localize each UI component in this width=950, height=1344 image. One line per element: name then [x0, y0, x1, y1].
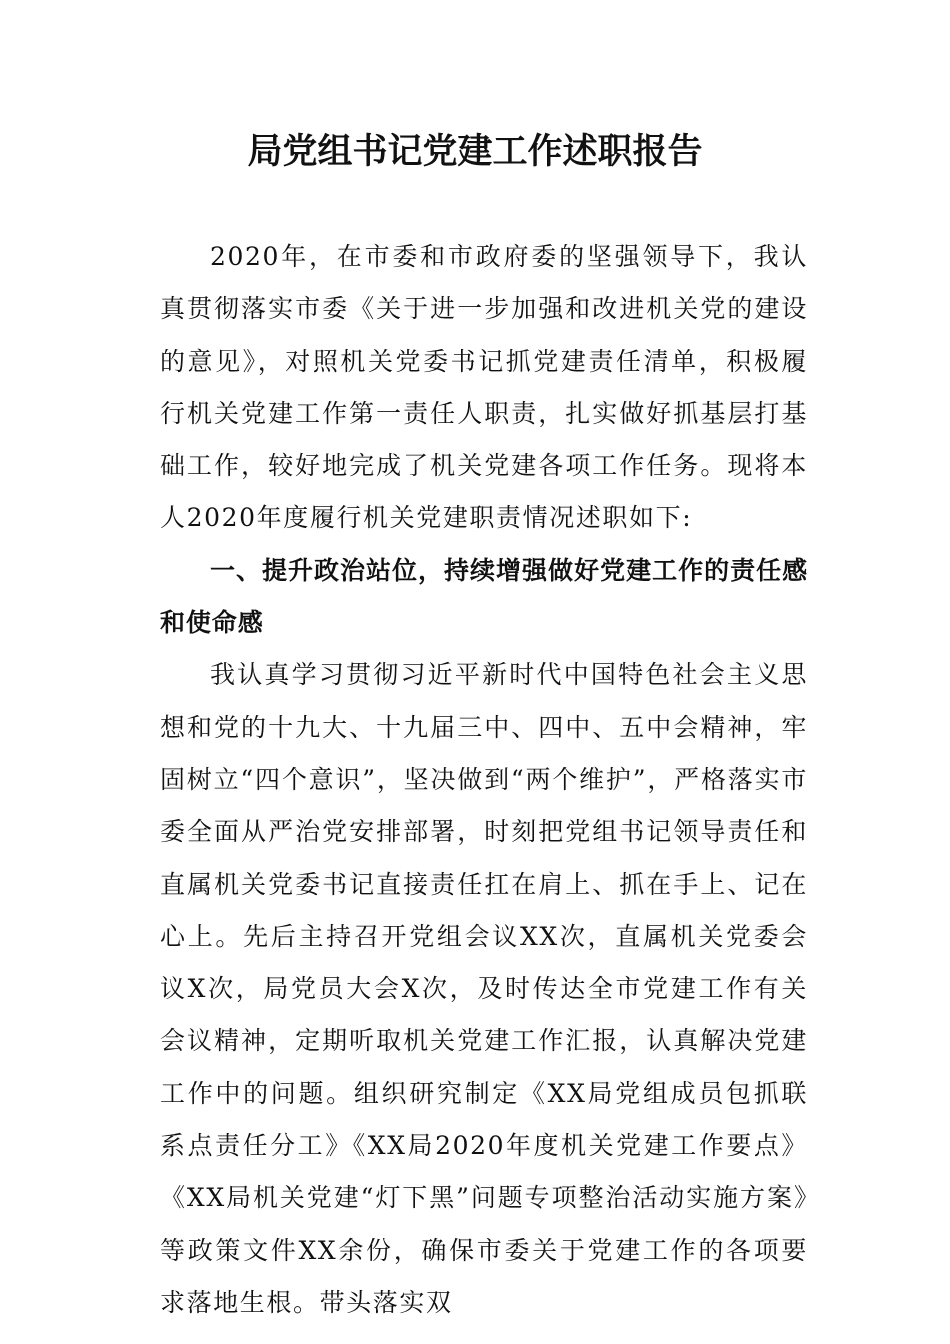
- intro-paragraph: 2020年，在市委和市政府委的坚强领导下，我认真贯彻落实市委《关于进一步加强和改进机关党的建设的意见》，对照机关党委书记抓党建责任清单，积极履行机关党建工作第一责任人职责，扎实做好抓基层打基础工作，较好地完成了机关党建各项工作任务。现将本人2020年度履行机关党建职责情况述职如下:: [160, 242, 808, 533]
- section-heading-1: 一、提升政治站位，持续增强做好党建工作的责任感和使命感: [160, 555, 808, 638]
- document-title: 局党组书记党建工作述职报告: [247, 131, 703, 172]
- section-1-paragraph: 我认真学习贯彻习近平新时代中国特色社会主义思想和党的十九大、十九届三中、四中、五中会精神，牢固树立“四个意识”，坚决做到“两个维护”，严格落实市委全面从严治党安排部署，时刻把党组书记领导责任和直属机关党委书记直接责任扛在肩上、抓在手上、记在心上。先后主持召开党组会议XX次，直属机关党委会议X次，局党员大会X次，及时传达全市党建工作有关会议精神，定期听取机关党建工作汇报，认真解决党建工作中的问题。组织研究制定《XX局党组成员包抓联系点责任分工》《XX局2020年度机关党建工作要点》《XX局机关党建“灯下黑”问题专项整治活动实施方案》等政策文件XX余份，确保市委关于党建工作的各项要求落地生根。带头落实双: [160, 660, 808, 1317]
- document-body: [160, 231, 808, 1329]
